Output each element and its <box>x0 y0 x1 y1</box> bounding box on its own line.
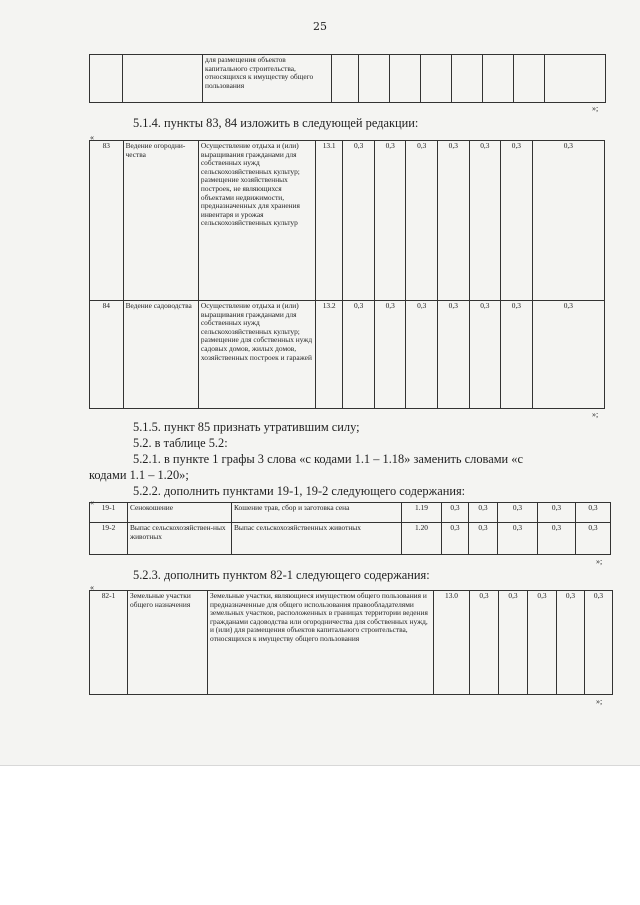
close-quote: »; <box>592 104 599 113</box>
open-quote: « <box>90 498 94 507</box>
table-point-82-1 <box>89 590 613 695</box>
row-value: 0,3 <box>538 523 576 555</box>
row-value: 0,3 <box>585 591 613 695</box>
row-code: 1.20 <box>402 523 442 555</box>
row-number: 19-1 <box>90 503 128 523</box>
row-value: 0,3 <box>343 141 375 301</box>
row-value: 0,3 <box>469 503 498 523</box>
row-value: 0,3 <box>469 141 501 301</box>
table-points-19-1-19-2 <box>89 502 611 555</box>
table-row <box>90 141 605 301</box>
row-number: 82-1 <box>90 591 128 695</box>
row-value: 0,3 <box>406 141 438 301</box>
body-line: 5.2. в таблице 5.2: <box>133 436 228 450</box>
row-name: Выпас сельскохозяйствен-ных животных <box>128 523 232 555</box>
close-quote: »; <box>596 557 603 566</box>
open-quote: « <box>90 133 94 142</box>
row-code: 13.1 <box>315 141 342 301</box>
body-line: 5.1.5. пункт 85 признать утратившим силу; <box>133 420 360 434</box>
row-value: 0,3 <box>343 301 375 409</box>
row-value: 0,3 <box>532 301 604 409</box>
table-row <box>90 503 611 523</box>
row-value: 0,3 <box>499 591 528 695</box>
row-value: 0,3 <box>469 301 501 409</box>
row-value: 0,3 <box>406 301 438 409</box>
row-description: Кошение трав, сбор и заготовка сена <box>232 503 402 523</box>
row-value: 0,3 <box>438 301 470 409</box>
row-value: 0,3 <box>501 141 533 301</box>
table-row <box>90 591 613 695</box>
row-value: 0,3 <box>470 591 499 695</box>
row-value: 0,3 <box>374 301 406 409</box>
row-name: Земельные участки общего назначения <box>128 591 208 695</box>
row-number: 84 <box>90 301 124 409</box>
row-name: Сенокошение <box>128 503 232 523</box>
row-value: 0,3 <box>498 503 538 523</box>
close-quote: »; <box>596 697 603 706</box>
row-code: 13.0 <box>434 591 470 695</box>
row-name: Ведение садоводства <box>123 301 198 409</box>
close-quote: »; <box>592 410 599 419</box>
body-line: кодами 1.1 – 1.20»; <box>89 468 189 482</box>
row-value: 0,3 <box>557 591 585 695</box>
row-value: 0,3 <box>438 141 470 301</box>
row-value: 0,3 <box>532 141 604 301</box>
table-cell-description: для размещения объектов капитального строительства, относящихся к имуществу общего пользования <box>203 55 332 103</box>
table-continuation <box>89 54 606 103</box>
row-value: 0,3 <box>501 301 533 409</box>
open-quote: « <box>90 583 94 592</box>
section-heading-5-2-3: 5.2.3. дополнить пунктом 82-1 следующего содержания: <box>133 568 430 582</box>
row-value: 0,3 <box>374 141 406 301</box>
row-description: Выпас сельскохозяйственных животных <box>232 523 402 555</box>
row-number: 83 <box>90 141 124 301</box>
row-code: 1.19 <box>402 503 442 523</box>
row-value: 0,3 <box>576 523 611 555</box>
row-value: 0,3 <box>576 503 611 523</box>
table-row <box>90 523 611 555</box>
row-code: 13.2 <box>315 301 342 409</box>
row-name: Ведение огородни-чества <box>123 141 198 301</box>
row-value: 0,3 <box>538 503 576 523</box>
row-value: 0,3 <box>498 523 538 555</box>
table-points-83-84 <box>89 140 605 409</box>
row-value: 0,3 <box>442 503 469 523</box>
body-line: 5.2.1. в пункте 1 графы 3 слова «с кодами 1.1 – 1.18» заменить словами «с <box>133 452 523 466</box>
row-value: 0,3 <box>528 591 557 695</box>
page-number: 25 <box>313 20 327 33</box>
row-value: 0,3 <box>442 523 469 555</box>
row-description: Осуществление отдыха и (или) выращивания гражданами для собственных нужд сельскохозяйственных культур; размещение хозяйственных построек, не являющихся объектами недвижимости, предназначенных для хранения инвентаря и урожая сельскохозяйственных культур <box>198 141 315 301</box>
row-number: 19-2 <box>90 523 128 555</box>
section-heading-5-1-4: 5.1.4. пункты 83, 84 изложить в следующей редакции: <box>133 116 419 130</box>
body-line: 5.2.2. дополнить пунктами 19-1, 19-2 следующего содержания: <box>133 484 466 498</box>
table-row <box>90 301 605 409</box>
row-value: 0,3 <box>469 523 498 555</box>
row-description: Осуществление отдыха и (или) выращивания гражданами для собственных нужд сельскохозяйственных культур; размещение для собственных нужд садовых домов, жилых домов, хозяйственных построек и гаражей <box>198 301 315 409</box>
row-description: Земельные участки, являющиеся имуществом общего пользования и предназначенные для общего использования правообладателями земельных участков, расположенных в границах территории ведения гражданами садоводства или огородничества для собственных нужд, и (или) для размещения объектов капитального строительства, относящихся к имуществу общего пользования <box>208 591 434 695</box>
